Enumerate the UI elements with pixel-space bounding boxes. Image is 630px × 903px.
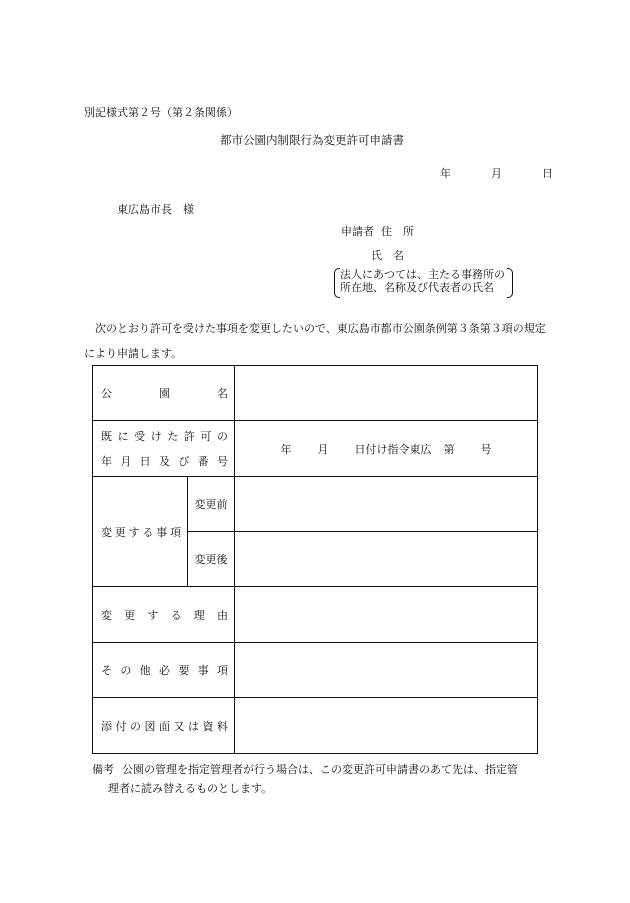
form-label: 別記様式第２号（第２条関係） xyxy=(84,106,238,119)
permit-day-issuer-label: 日付け指令東広 xyxy=(354,442,432,456)
addressee: 東広島市長 様 xyxy=(117,203,194,216)
applicant-name-line xyxy=(371,249,404,262)
park-name-label: 公園名 xyxy=(93,366,235,421)
prior-permit-label xyxy=(93,421,235,477)
prior-permit-field[interactable] xyxy=(235,421,538,477)
note-line-1: 法人にあつては、主たる事務所の xyxy=(340,268,505,281)
table-row xyxy=(93,643,538,698)
applicant-label: 申請者 xyxy=(341,225,374,238)
attachments-field[interactable] xyxy=(235,698,538,754)
application-table xyxy=(92,365,538,754)
park-name-field[interactable] xyxy=(235,366,538,421)
before-label: 変更前 xyxy=(188,477,235,532)
prior-permit-label-line-1: 既に受けた許可の xyxy=(101,429,228,443)
remarks xyxy=(92,760,552,798)
after-field[interactable] xyxy=(235,532,538,587)
other-field[interactable] xyxy=(235,643,538,698)
note-line-2: 所在地、名称及び代表者の氏名 xyxy=(340,281,494,295)
after-label: 変更後 xyxy=(188,532,235,587)
left-bracket xyxy=(334,268,340,298)
permit-number-prefix: 第 xyxy=(443,442,455,456)
date-row xyxy=(440,167,553,180)
table-row xyxy=(93,698,538,754)
change-items-label: 変更する事項 xyxy=(93,477,188,587)
date-year-label: 年 xyxy=(440,167,451,180)
table-row xyxy=(93,421,538,477)
name-label: 氏 名 xyxy=(371,249,404,262)
intro-text: 次のとおり許可を受けた事項を変更したいので、東広島市都市公園条例第３条第３項の規定により申請します。 xyxy=(84,322,546,360)
permit-number-suffix: 号 xyxy=(480,442,492,456)
prior-permit-label-line-2: 年月日及び番号 xyxy=(101,454,228,468)
remarks-text-1: 公園の管理を指定管理者が行う場合は、この変更許可申請書のあて先は、指定管 xyxy=(122,763,518,776)
reason-field[interactable] xyxy=(235,587,538,643)
applicant-note xyxy=(334,268,513,294)
permit-year-label: 年 xyxy=(280,442,292,456)
before-field[interactable] xyxy=(235,477,538,532)
right-bracket xyxy=(507,268,513,298)
remarks-heading: 備考 xyxy=(92,763,114,776)
table-row xyxy=(93,477,538,532)
table-row xyxy=(93,587,538,643)
reason-label: 変更する理由 xyxy=(93,587,235,643)
date-day-label: 日 xyxy=(542,167,553,180)
date-month-label: 月 xyxy=(491,167,502,180)
other-label: その他必要事項 xyxy=(93,643,235,698)
remarks-line-1 xyxy=(92,760,552,779)
address-label: 住 所 xyxy=(381,225,414,238)
document-title: 都市公園内制限行為変更許可申請書 xyxy=(220,133,404,147)
permit-month-label: 月 xyxy=(317,442,329,456)
table-row xyxy=(93,366,538,421)
attachments-label: 添付の図面又は資料 xyxy=(93,698,235,754)
applicant-address-line xyxy=(341,225,414,238)
remarks-line-2: 理者に読み替えるものとします。 xyxy=(108,782,273,795)
